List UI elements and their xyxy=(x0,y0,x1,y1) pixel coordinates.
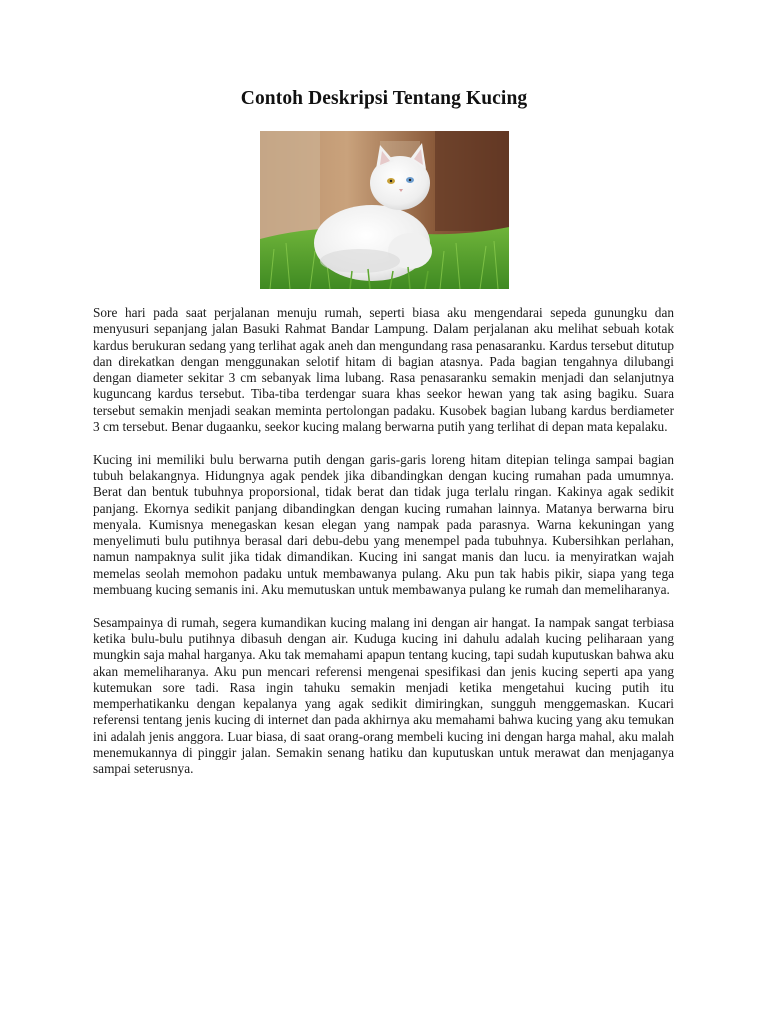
white-cat-photo xyxy=(260,131,509,289)
paragraph-2: Kucing ini memiliki bulu berwarna putih dengan garis-garis loreng hitam ditepian telinga sampai bagian tubuh belakangnya. Hidungnya agak pendek jika dibandingkan dengan kucing rumahan pada umumnya. Berat dan bentuk tubuhnya proporsional, tidak berat dan tidak juga terlalu ringan. Kakinya agak sedikit panjang. Ekornya sedikit panjang dibandingkan dengan kucing rumahan lainnya. Matanya berwarna biru menyala. Kumisnya menegaskan kesan elegan yang nampak pada parasnya. Warna kekuningan yang menyelimuti bulu putihnya berasal dari debu-debu yang menempel pada tubuhnya. Kubersihkan perlahan, namun nampaknya sulit jika tidak dimandikan. Kucing ini sangat manis dan lucu. ia menyiratkan wajah memelas seolah memohon padaku untuk membawanya pulang. Aku pun tak habis pikir, siapa yang tega membuang kucing semanis ini. Aku memutuskan untuk membawanya pulang ke rumah dan memeliharanya. xyxy=(93,451,674,598)
document-title: Contoh Deskripsi Tentang Kucing xyxy=(240,88,528,109)
paragraph-3: Sesampainya di rumah, segera kumandikan kucing malang ini dengan air hangat. Ia nampak sangat terbiasa ketika bulu-bulu putihnya dibasuh dengan air. Kuduga kucing ini dahulu adalah kucing peliharaan yang mungkin saja mahal harganya. Aku tak memahami apapun tentang kucing, tapi sudah kuputuskan bahwa aku akan memeliharanya. Aku pun mencari referensi mengenai spesifikasi dan jenis kucing seperti apa yang kutemukan sore tadi. Rasa ingin tahuku semakin menjadi ketika mengetahui kucing putih itu memperhatikanku dengan kepalanya yang agak sedikit dimiringkan, sungguh menggemaskan. Kucari referensi tentang jenis kucing di internet dan pada akhirnya aku memahami bahwa kucing yang aku temukan ini adalah jenis anggora. Luar biasa, di saat orang-orang membeli kucing ini dengan harga mahal, aku malah menemukannya di pinggir jalan. Semakin senang hatiku dan kuputuskan untuk merawat dan menjaganya sampai seterusnya. xyxy=(93,614,674,777)
document-body xyxy=(93,305,674,794)
paragraph-1: Sore hari pada saat perjalanan menuju rumah, seperti biasa aku mengendarai sepeda gunungku dan menyusuri sepanjang jalan Basuki Rahmat Bandar Lampung. Dalam perjalanan aku melihat sebuah kotak kardus berukuran sedang yang terlihat agak aneh dan mengundang rasa penasaranku. Kardus tersebut ditutup dan direkatkan dengan menggunakan selotif hitam di bagian atasnya. Pada bagian tengahnya dilubangi dengan diameter sekitar 3 cm sebanyak lima lubang. Rasa penasaranku semakin menjadi dan selanjutnya kuguncang kardus tersebut. Tiba-tiba terdengar suara khas seekor hewan yang tak asing bagiku. Suara tersebut semakin menjadi seakan meminta pertolongan padaku. Kusobek bagian lubang kardus berdiameter 3 cm tersebut. Benar dugaanku, seekor kucing malang berwarna putih yang terlihat di depan mata kepalaku. xyxy=(93,305,674,435)
